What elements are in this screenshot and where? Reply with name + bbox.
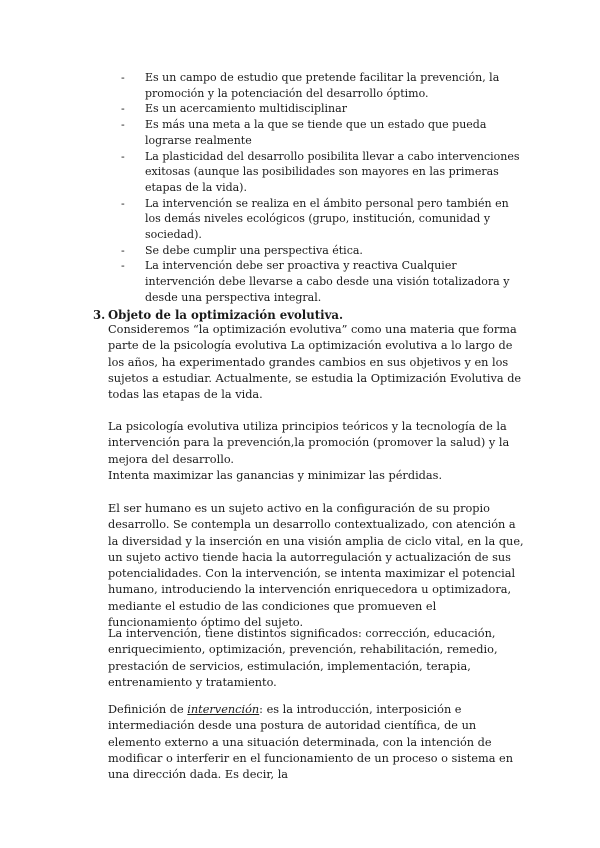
- list-item-text: La plasticidad del desarrollo posibilita llevar a cabo intervenciones exitosas (aunque las posibilidades son mayores en las primeras etapas de la vida).: [145, 149, 520, 194]
- list-item: [121, 70, 521, 101]
- list-item: [121, 243, 521, 259]
- paragraph-line: Intenta maximizar las ganancias y minimizar las pérdidas.: [108, 468, 443, 482]
- section-number: 3.: [93, 308, 106, 322]
- list-item: [121, 149, 521, 196]
- bullet-dash: -: [121, 102, 125, 116]
- paragraph: Consideremos “la optimización evolutiva” como una materia que forma parte de la psicología evolutiva La optimización evolutiva a lo largo de los años, ha experimentado grandes cambios en sus objetivos y en los sujetos a estudiar. Actualmente, se estudia la Optimización Evolutiva de todas las etapas de la vida.: [108, 323, 522, 402]
- bullet-dash: -: [121, 149, 125, 163]
- list-item-text: La intervención debe ser proactiva y reactiva Cualquier intervención debe llevarse a cabo desde una visión totalizadora y desde una perspectiva integral.: [145, 259, 510, 304]
- paragraph: [108, 419, 528, 484]
- list-item: [121, 196, 521, 243]
- bullet-dash: -: [121, 71, 125, 84]
- section-heading: [93, 307, 343, 323]
- list-item-text: Es un campo de estudio que pretende facilitar la prevención, la promoción y la potenciación del desarrollo óptimo.: [145, 71, 500, 100]
- list-item-text: Es más una meta a la que se tiende que un estado que pueda lograrse realmente: [145, 118, 487, 147]
- list-item: [121, 117, 521, 148]
- list-item-text: La intervención se realiza en el ámbito personal pero también en los demás niveles ecológicos (grupo, institución, comunidad y sociedad).: [145, 196, 509, 242]
- list-item: [121, 258, 521, 305]
- paragraph: La intervención, tiene distintos significados: corrección, educación, enriquecimiento, optimización, prevención, rehabilitación, remedio, prestación de servicios, estimulación, implementación, terapia, entrenamiento y tratamiento.: [108, 627, 498, 689]
- definition-text: : es la introducción, interposición e intermediación desde una postura de autoridad científica, de un elemento externo a una situación determinada, con la intención de modificar o interferir en el funcionamiento de un proceso o sistema en una dirección dada. Es decir, la: [108, 703, 513, 782]
- definition-paragraph: [108, 702, 528, 783]
- bullet-dash: -: [121, 259, 125, 273]
- section-title: Objeto de la optimización evolutiva.: [108, 308, 344, 322]
- definition-prefix: Definición de: [108, 703, 188, 716]
- paragraph: El ser humano es un sujeto activo en la configuración de su propio desarrollo. Se contempla un desarrollo contextualizado, con atención a la diversidad y la inserción en una visión amplia de ciclo vital, en la que, un sujeto activo tiende hacia la autorregulación y actualización de sus potencialidades. Con la intervención, se intenta maximizar el potencial humano, introduciendo la intervención enriquecedora u optimizadora, mediante el estudio de las condiciones que promueven el funcionamiento óptimo del sujeto.: [108, 502, 524, 630]
- defined-term: intervención: [187, 703, 260, 716]
- bullet-dash: -: [121, 243, 125, 257]
- list-item-text: Es un acercamiento multidisciplinar: [145, 102, 347, 116]
- list-item-text: Se debe cumplir una perspectiva ética.: [145, 243, 363, 257]
- characteristics-list: [121, 70, 521, 306]
- bullet-dash: -: [121, 118, 125, 132]
- paragraph-line: La psicología evolutiva utiliza principios teóricos y la tecnología de la intervención para la prevención,la promoción (promover la salud) y la mejora del desarrollo.: [108, 420, 510, 466]
- bullet-dash: -: [121, 196, 125, 210]
- list-item: [121, 101, 521, 117]
